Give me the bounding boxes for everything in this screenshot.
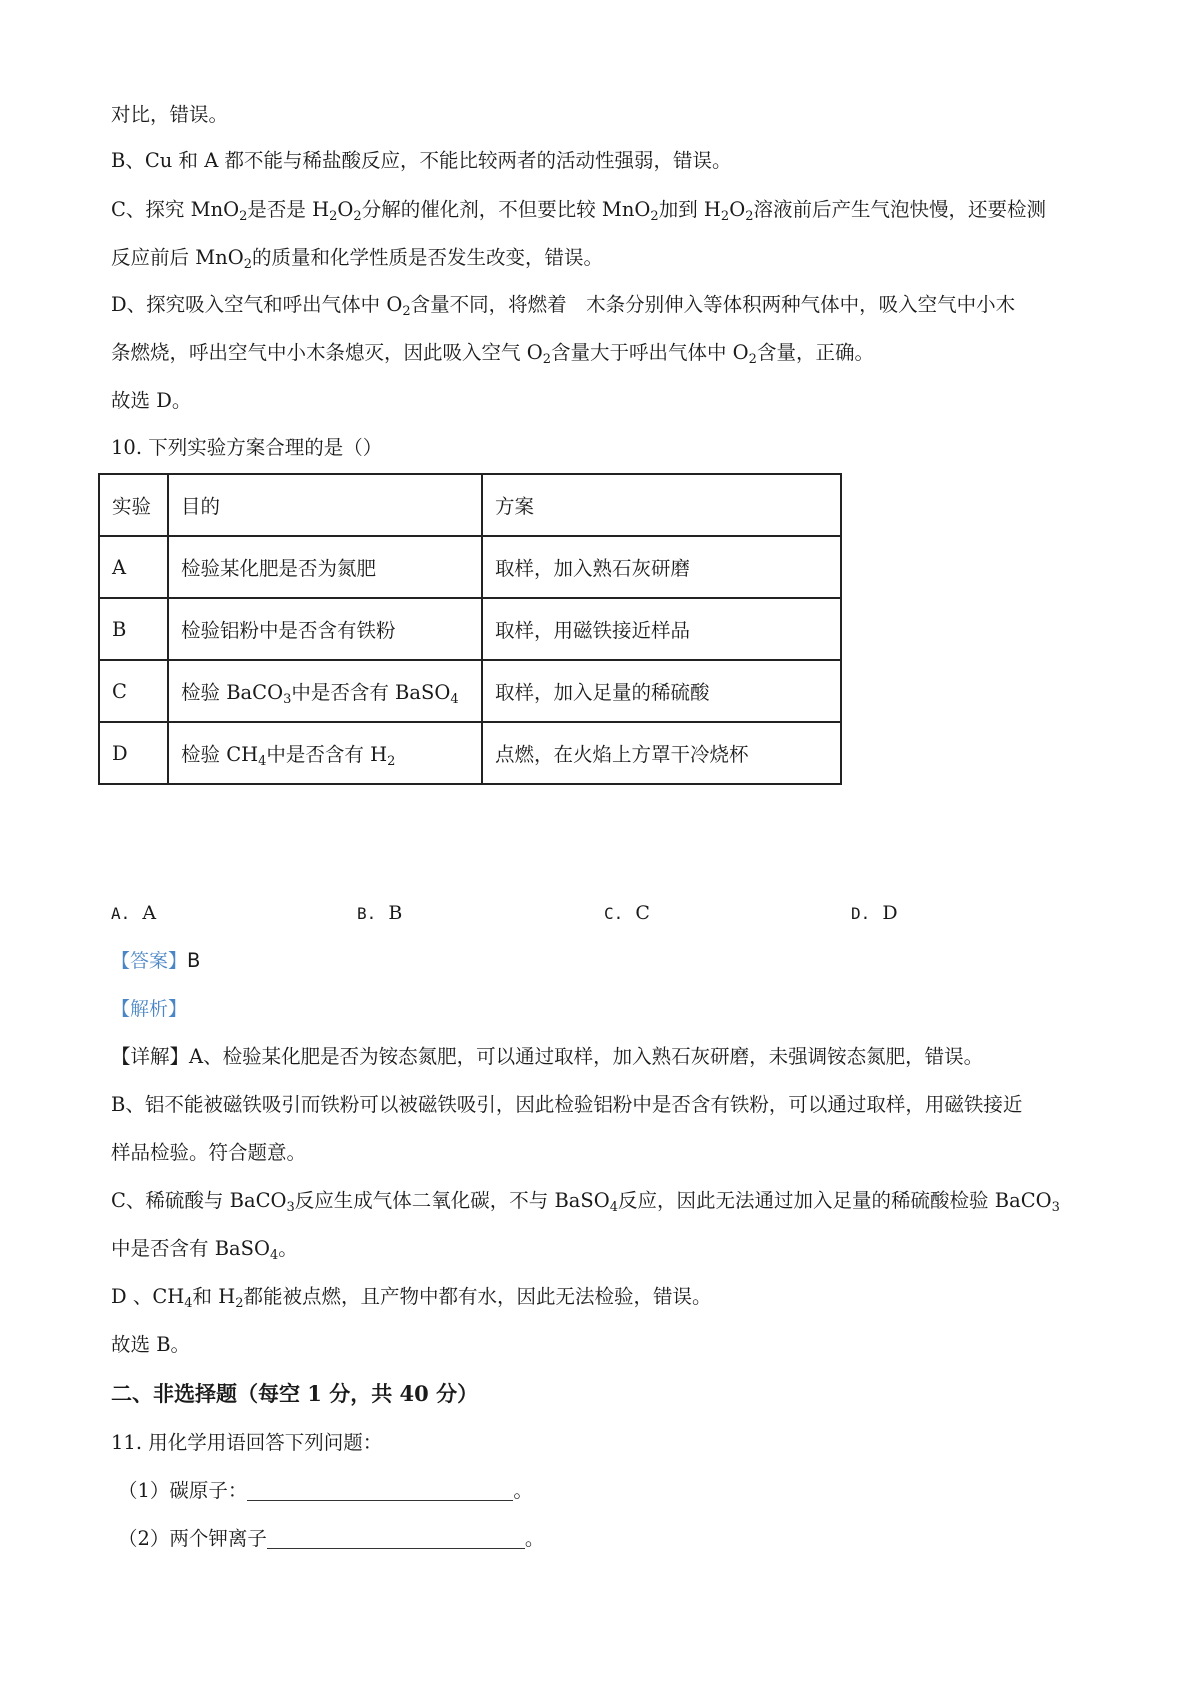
option-a[interactable]: A. A [111, 902, 157, 924]
prev-explanation-c1: C、探究 MnO$_2$是否是 $H_2O_2$分解的催化剂，不但要比较 MnO$_2$加到 $H_2O_2$溶液前后产生气泡快慢，还要检测 [111, 198, 1046, 224]
header-experiment: 实验 [99, 474, 168, 536]
answer-value: B [187, 949, 201, 972]
row-id: C [99, 660, 168, 722]
question-11-1: （1）碳原子： 。 [118, 1479, 533, 1502]
detail-c2: 中是否含有 BaSO$_4$。 [111, 1237, 298, 1263]
prev-line-1: 对比，错误。 [111, 103, 229, 126]
answer-tag: 【答案】 [111, 950, 188, 972]
row-plan: 取样，加入熟石灰研磨 [482, 536, 841, 598]
row-plan: 取样，用磁铁接近样品 [482, 598, 841, 660]
prev-choice: 故选 D。 [111, 389, 192, 412]
prev-explanation-d1: D、探究吸入空气和呼出气体中 $O_2$含量不同，将燃着 木条分别伸入等体积两种气体中，吸入空气中小木 [111, 293, 1016, 319]
row-plan: 点燃，在火焰上方罩干冷烧杯 [482, 722, 841, 784]
header-plan: 方案 [482, 474, 841, 536]
table-header-row [99, 474, 841, 536]
option-d[interactable]: D. D [851, 902, 898, 924]
q10-choice: 故选 B。 [111, 1333, 191, 1356]
row-purpose: 检验 BaCO$_3$中是否含有 BaSO$_4$ [168, 660, 482, 722]
option-c[interactable]: C. C [604, 902, 650, 924]
experiment-table [98, 473, 842, 785]
table-row [99, 536, 841, 598]
row-id: B [99, 598, 168, 660]
question-11-stem: 11. 用化学用语回答下列问题： [111, 1431, 383, 1454]
prev-explanation-b: B、Cu 和 A 都不能与稀盐酸反应，不能比较两者的活动性强弱，错误。 [111, 149, 732, 172]
question-11-2: （2）两个钾离子 。 [118, 1527, 545, 1550]
question-10-stem: 10. 下列实验方案合理的是（） [111, 436, 383, 459]
row-id: D [99, 722, 168, 784]
detail-b2: 样品检验。符合题意。 [111, 1141, 307, 1164]
table-row [99, 660, 841, 722]
row-purpose: 检验某化肥是否为氮肥 [168, 536, 482, 598]
analysis-tag: 【解析】 [111, 998, 188, 1020]
prev-explanation-c2: 反应前后 MnO$_2$的质量和化学性质是否发生改变，错误。 [111, 246, 604, 272]
detail-c1: C、稀硫酸与 BaCO$_3$反应生成气体二氧化碳，不与 BaSO$_4$反应，因此无法通过加入足量的稀硫酸检验 BaCO$_3$ [111, 1189, 1060, 1215]
row-id: A [99, 536, 168, 598]
table-row [99, 598, 841, 660]
row-plan: 取样，加入足量的稀硫酸 [482, 660, 841, 722]
detail-b1: B、铝不能被磁铁吸引而铁粉可以被磁铁吸引，因此检验铝粉中是否含有铁粉，可以通过取样，用磁铁接近 [111, 1093, 1023, 1116]
row-purpose: 检验铝粉中是否含有铁粉 [168, 598, 482, 660]
answer-line [111, 946, 200, 976]
table-row [99, 722, 841, 784]
answer-blank[interactable] [267, 1528, 525, 1549]
option-b[interactable]: B. B [357, 902, 403, 924]
prev-explanation-d2: 条燃烧，呼出空气中小木条熄灭，因此吸入空气 $O_2$含量大于呼出气体中 $O_2$含量，正确。 [111, 341, 874, 367]
header-purpose: 目的 [168, 474, 482, 536]
row-purpose: 检验 $CH_4$中是否含有 $H_2$ [168, 722, 482, 784]
section-2-heading: 二、非选择题（每空 1 分，共 40 分） [111, 1381, 479, 1406]
answer-blank[interactable] [247, 1480, 513, 1501]
detail-d: D 、$CH_4$和 $H_2$都能被点燃，且产物中都有水，因此无法检验，错误。 [111, 1285, 712, 1311]
detail-a: 【详解】A、检验某化肥是否为铵态氮肥，可以通过取样，加入熟石灰研磨，未强调铵态氮肥，错误。 [111, 1045, 984, 1068]
